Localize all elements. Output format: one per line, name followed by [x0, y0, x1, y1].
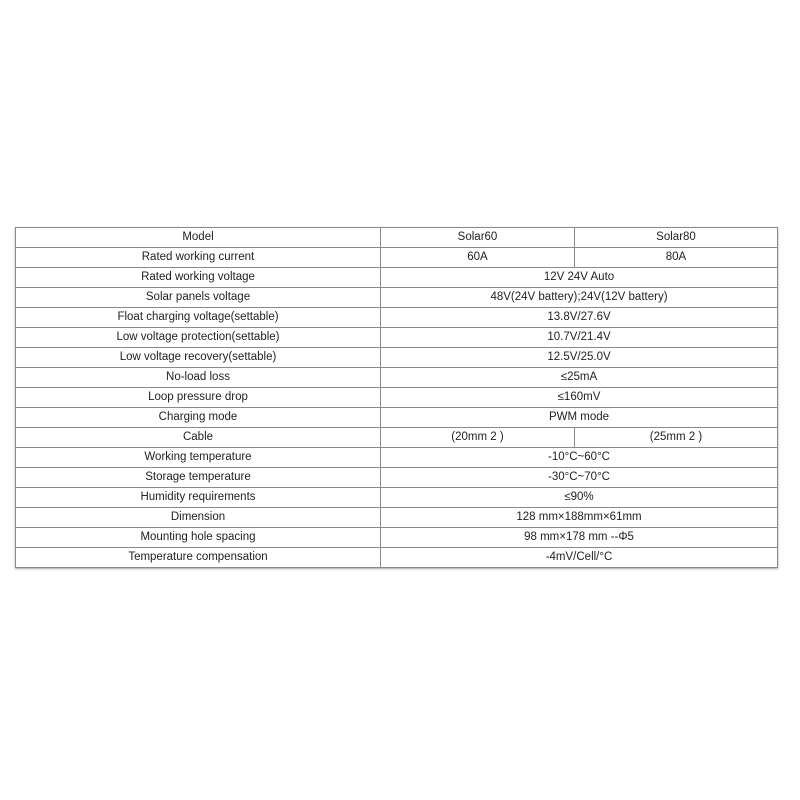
table-header-row	[16, 228, 778, 248]
row-label: Working temperature	[16, 448, 381, 468]
row-label: Mounting hole spacing	[16, 528, 381, 548]
header-model-a: Solar60	[381, 228, 575, 248]
row-value: 98 mm×178 mm --Φ5	[381, 528, 778, 548]
row-label: Storage temperature	[16, 468, 381, 488]
row-value-b: 80A	[575, 248, 778, 268]
row-value: -10°C~60°C	[381, 448, 778, 468]
spec-table	[15, 227, 778, 568]
row-value: 12.5V/25.0V	[381, 348, 778, 368]
row-value: ≤25mA	[381, 368, 778, 388]
row-value-b: (25mm 2 )	[575, 428, 778, 448]
row-label: Rated working voltage	[16, 268, 381, 288]
table-row	[16, 268, 778, 288]
table-row	[16, 348, 778, 368]
row-value: 13.8V/27.6V	[381, 308, 778, 328]
row-value: 48V(24V battery);24V(12V battery)	[381, 288, 778, 308]
table-row	[16, 408, 778, 428]
row-value: 10.7V/21.4V	[381, 328, 778, 348]
table-row	[16, 548, 778, 568]
row-value-a: 60A	[381, 248, 575, 268]
table-row	[16, 368, 778, 388]
row-value: -30°C~70°C	[381, 468, 778, 488]
row-value: 128 mm×188mm×61mm	[381, 508, 778, 528]
table-row	[16, 488, 778, 508]
row-value: -4mV/Cell/°C	[381, 548, 778, 568]
row-label: Temperature compensation	[16, 548, 381, 568]
row-value: 12V 24V Auto	[381, 268, 778, 288]
row-value: ≤160mV	[381, 388, 778, 408]
table-row	[16, 328, 778, 348]
table-row	[16, 468, 778, 488]
row-label: Charging mode	[16, 408, 381, 428]
row-label: No-load loss	[16, 368, 381, 388]
row-label: Dimension	[16, 508, 381, 528]
header-model-b: Solar80	[575, 228, 778, 248]
table-row	[16, 508, 778, 528]
row-value: ≤90%	[381, 488, 778, 508]
row-label: Solar panels voltage	[16, 288, 381, 308]
row-label: Low voltage protection(settable)	[16, 328, 381, 348]
row-label: Loop pressure drop	[16, 388, 381, 408]
row-label: Cable	[16, 428, 381, 448]
table-row	[16, 288, 778, 308]
row-label: Rated working current	[16, 248, 381, 268]
row-label: Low voltage recovery(settable)	[16, 348, 381, 368]
header-label: Model	[16, 228, 381, 248]
table-row	[16, 528, 778, 548]
row-value: PWM mode	[381, 408, 778, 428]
table-row	[16, 388, 778, 408]
table-row	[16, 428, 778, 448]
table-row	[16, 248, 778, 268]
row-label: Float charging voltage(settable)	[16, 308, 381, 328]
table-row	[16, 308, 778, 328]
row-label: Humidity requirements	[16, 488, 381, 508]
table-row	[16, 448, 778, 468]
row-value-a: (20mm 2 )	[381, 428, 575, 448]
